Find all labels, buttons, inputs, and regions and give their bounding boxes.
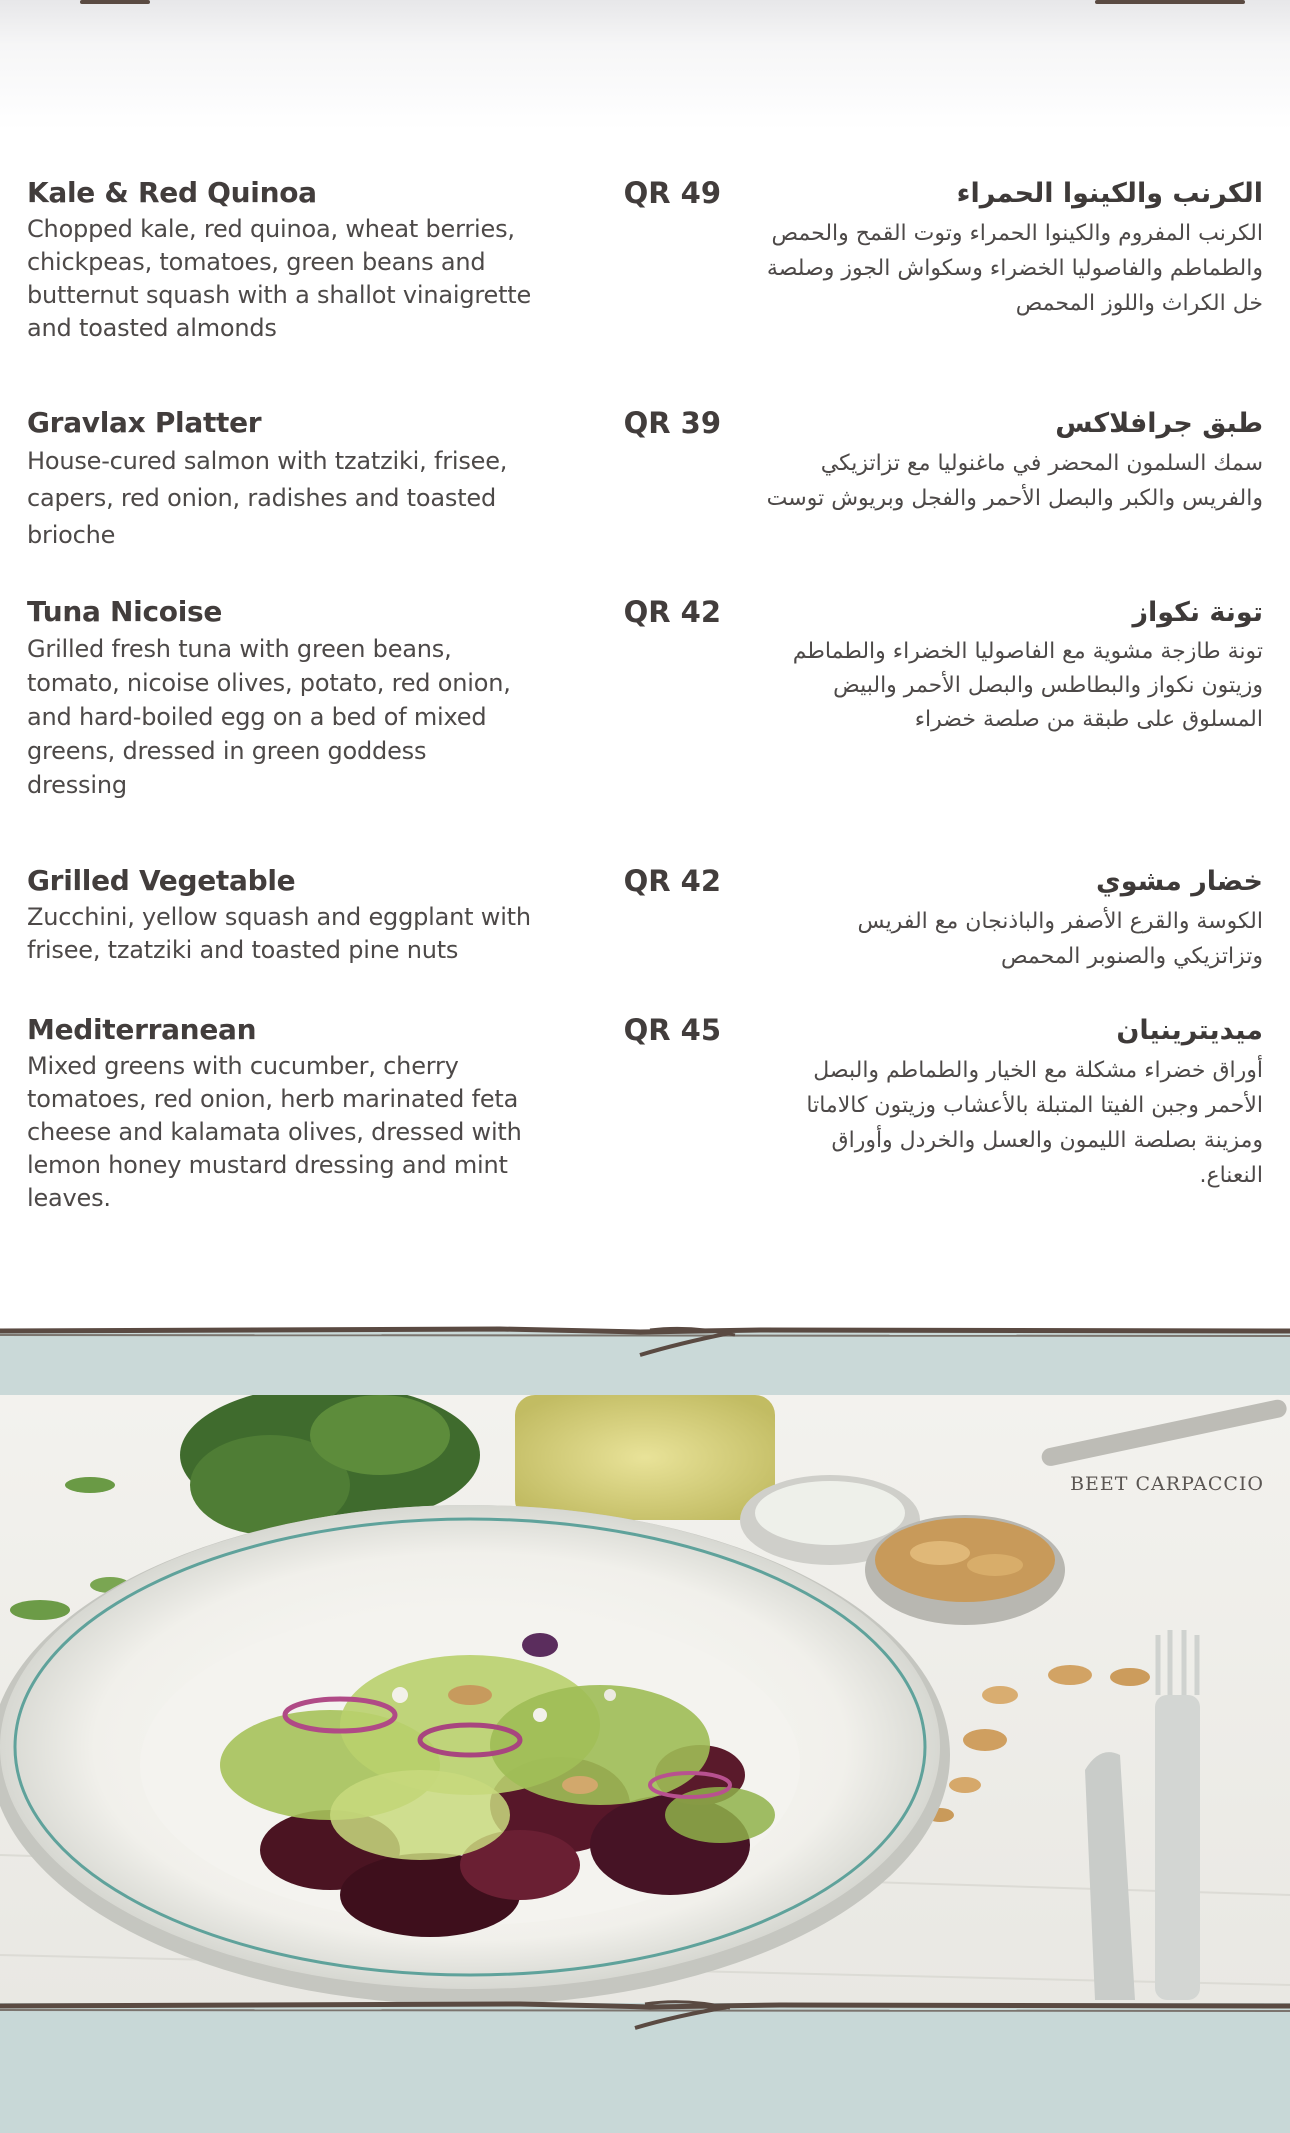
dish-photo (0, 1395, 1290, 2005)
item-description: Grilled fresh tuna with green beans, tomato, nicoise olives, potato, red onion, and hard-boiled egg on a bed of mixed greens, dressed in green goddess dressing (27, 635, 511, 799)
item-price: QR 49 (623, 176, 721, 210)
item-description-arabic: الكرنب المفروم والكينوا الحمراء وتوت القمح والحمص والطماطم والفاصوليا الخضراء وسكواش الجوز وصلصة خل الكراث واللوز المحمص (766, 221, 1263, 316)
twig-divider-top (0, 1315, 1290, 1365)
item-name: Mediterranean (27, 1013, 257, 1046)
item-description-arabic: تونة طازجة مشوية مع الفاصوليا الخضراء والطماطم وزيتون نكواز والبطاطس والبصل الأحمر والبيض المسلوق على طبقة من صلصة خضراء (792, 639, 1263, 732)
item-name-arabic: تونة نكواز (1132, 597, 1263, 628)
item-name: Grilled Vegetable (27, 864, 296, 897)
item-name: Kale & Red Quinoa (27, 176, 317, 209)
item-description-arabic: سمك السلمون المحضر في ماغنوليا مع تزاتزيكي والفريس والكبر والبصل الأحمر والفجل وبريوش توست (766, 451, 1263, 511)
item-name: Gravlax Platter (27, 406, 262, 439)
item-name-arabic: ميديترينيان (1116, 1015, 1263, 1046)
top-gradient (0, 0, 1290, 130)
item-price: QR 45 (623, 1013, 721, 1047)
item-price: QR 39 (623, 406, 721, 440)
item-name: Tuna Nicoise (27, 595, 223, 628)
item-description-arabic: أوراق خضراء مشكلة مع الخيار والطماطم والبصل الأحمر وجبن الفيتا المتبلة بالأعشاب وزيتون كالاماتا ومزينة بصلصة الليمون والعسل والخردل وأوراق النعناع. (806, 1058, 1263, 1188)
item-description: Zucchini, yellow squash and eggplant with frisee, tzatziki and toasted pine nuts (27, 903, 531, 964)
item-name-arabic: الكرنب والكينوا الحمراء (956, 178, 1263, 209)
item-price: QR 42 (623, 595, 721, 629)
twig-divider-bottom (0, 1988, 1290, 2038)
top-border-right (1095, 0, 1245, 4)
item-description-arabic: الكوسة والقرع الأصفر والباذنجان مع الفريس وتزاتزيكي والصنوبر المحمص (857, 909, 1263, 969)
item-name-arabic: خضار مشوي (1095, 866, 1263, 897)
item-description: House-cured salmon with tzatziki, frisee, capers, red onion, radishes and toasted brioche (27, 447, 508, 549)
item-description: Mixed greens with cucumber, cherry tomatoes, red onion, herb marinated feta cheese and kalamata olives, dressed with lemon honey mustard dressing and mint leaves. (27, 1052, 522, 1212)
item-name-arabic: طبق جرافلاكس (1055, 408, 1263, 439)
item-price: QR 42 (623, 864, 721, 898)
top-border-left (80, 0, 150, 4)
photo-caption: BEET CARPACCIO (1070, 1473, 1264, 1495)
item-description: Chopped kale, red quinoa, wheat berries, chickpeas, tomatoes, green beans and butternut squash with a shallot vinaigrette and toasted almonds (27, 215, 532, 342)
